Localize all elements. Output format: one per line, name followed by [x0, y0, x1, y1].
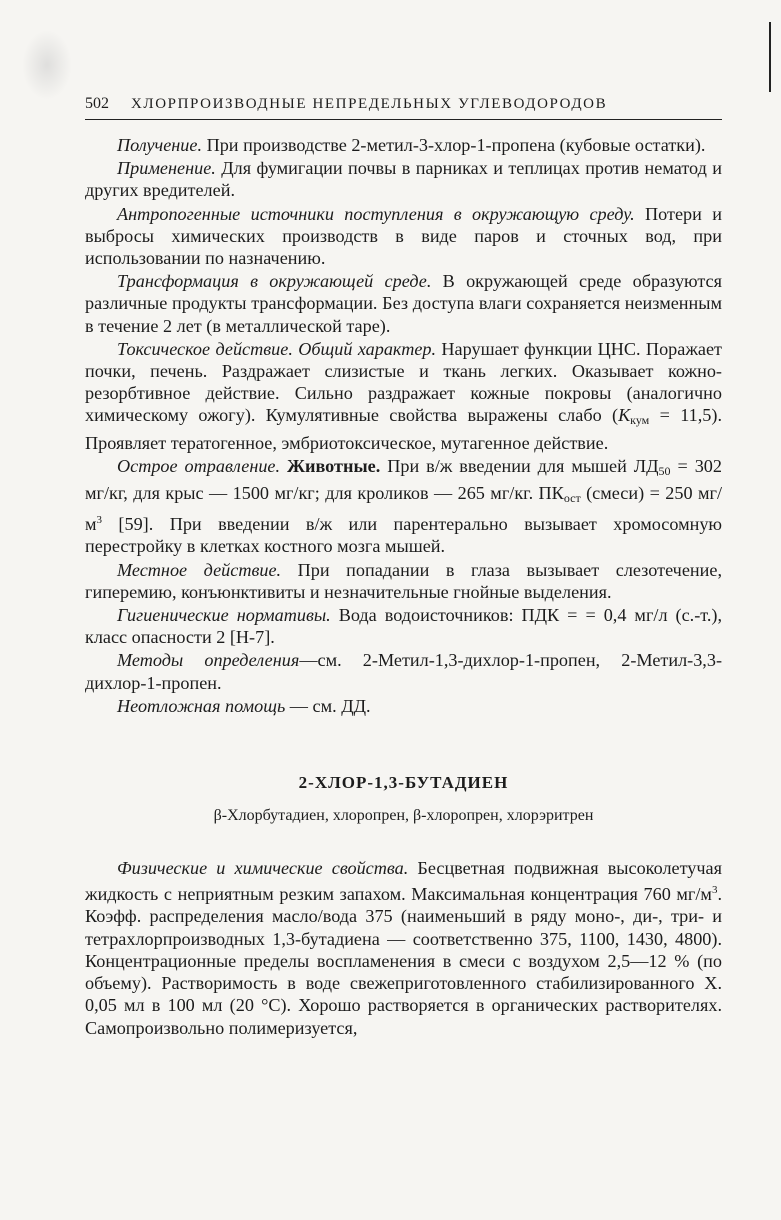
animals-label: Животные.: [280, 455, 381, 476]
paragraph-transformation: [85, 270, 722, 337]
paragraph-text: —см. 2-Метил-1,3-дихлор-1-пропен, 2-Метил-3,3-дихлор-1-пропен.: [85, 650, 722, 693]
section-body: [85, 857, 722, 1039]
paragraph-production: [85, 134, 722, 156]
paragraph-lead: Применение.: [117, 158, 216, 179]
paragraph-text: При производстве 2-метил-3-хлор-1-пропена (кубовые остатки).: [202, 135, 706, 155]
paragraph-toxic-action: [85, 338, 722, 454]
pk-subscript: ост: [563, 491, 581, 506]
paragraph-emergency-help: [85, 695, 722, 717]
paragraph-lead: Получение.: [117, 135, 203, 155]
paragraph-text: — см. ДД.: [285, 695, 371, 716]
paragraph-text: . Коэфф. распределения масло/вода 375 (наименьший в ряду моно-, ди-, три- и тетрахлорпроизводных 1,3-бутадиена — соответственно 375, 1100, 1430, 4800). Концентрационные пределы воспламенения в смеси с воздухом 2,5—12 % (по объему). Растворимость в воде свежеприготовленного стабилизированного Х. 0,05 мл в 100 мл (20 °C). Хорошо растворяется в органических растворителях. Самопроизвольно полимеризуется,: [85, 884, 722, 1038]
paragraph-hygienic-norms: [85, 604, 722, 648]
paragraph-local-action: [85, 559, 722, 603]
paragraph-text: (смеси) = 250 мг/м: [85, 483, 722, 535]
paragraph-text: При в/ж введении для мышей ЛД: [380, 455, 659, 476]
paragraph-text: При попадании в глаза вызывает слезотечение, гиперемию, конъюнктивиты и незначительные гнойные выделения.: [85, 559, 722, 602]
paragraph-text: Для фумигации почвы в парниках и теплицах против нематод и других вредителей.: [85, 158, 722, 201]
page-number: 502: [85, 95, 109, 112]
paragraph-text: Бесцветная подвижная высоколетучая жидкость с неприятным резким запахом. Максимальная концентрация 760 мг/м: [85, 858, 722, 905]
paragraph-application: [85, 157, 722, 201]
paragraph-properties: [85, 857, 722, 1039]
book-page: [85, 95, 722, 1039]
k-symbol: К: [618, 405, 631, 426]
paragraph-lead: Местное действие.: [117, 559, 282, 580]
paragraph-acute-poisoning: [85, 455, 722, 558]
paragraph-lead: Методы определения: [117, 650, 300, 671]
paragraph-text: = 11,5). Проявляет тератогенное, эмбриотоксическое, мутагенное действие.: [85, 405, 722, 453]
paragraph-text: Вода водоисточников: ПДК = = 0,4 мг/л (с.-т.), класс опасности 2 [Н-7].: [85, 605, 722, 648]
paragraph-lead: Гигиенические нормативы.: [117, 605, 331, 626]
paragraph-lead: Острое отравление.: [117, 455, 281, 476]
scan-edge-mark: [769, 22, 771, 92]
m3-superscript: 3: [711, 884, 718, 897]
k-subscript: кум: [630, 413, 650, 428]
ld-subscript: 50: [658, 463, 671, 478]
m3-superscript: 3: [96, 514, 103, 527]
running-title: ХЛОРПРОИЗВОДНЫЕ НЕПРЕДЕЛЬНЫХ УГЛЕВОДОРОДОВ: [131, 96, 608, 112]
paragraph-lead: Неотложная помощь: [117, 695, 286, 716]
paragraph-lead: Токсическое действие. Общий характер.: [117, 338, 437, 359]
paragraph-methods: [85, 649, 722, 693]
paragraph-text: В окружающей среде образуются различные продукты трансформации. Без доступа влаги сохраняется неизменным в течение 2 лет (в металлической таре).: [85, 271, 722, 336]
section-title: 2-ХЛОР-1,3-БУТАДИЕН: [298, 773, 509, 793]
paragraph-lead: Антропогенные источники поступления в окружающую среду.: [117, 203, 635, 224]
paragraph-text: Потери и выбросы химических производств в виде паров и сточных вод, при использовании по назначению.: [85, 203, 722, 269]
running-header: [85, 95, 722, 120]
paragraph-text: Нарушает функции ЦНС. Поражает почки, печень. Раздражает слизистые и ткань легких. Оказывает кожно-резорбтивное действие. Сильно раздражает кожные покровы (аналогично химическому ожогу). Кумулятивные свойства выражены слабо (: [85, 338, 722, 426]
paragraph-lead: Трансформация в окружающей среде.: [117, 271, 432, 292]
paragraph-lead: Физические и химические свойства.: [117, 858, 409, 879]
paragraph-sources: [85, 203, 722, 270]
section-synonyms: β-Хлорбутадиен, хлоропрен, β-хлоропрен, хлорэритрен: [213, 807, 594, 825]
article-body: [85, 134, 722, 717]
scan-smudge: [22, 30, 72, 100]
paragraph-text: [59]. При введении в/ж или парентерально вызывает хромосомную перестройку в клетках костного мозга мышей.: [85, 514, 722, 557]
paragraph-text: = 302 мг/кг, для крыс — 1500 мг/кг; для кроликов — 265 мг/кг. ПК: [85, 455, 722, 504]
